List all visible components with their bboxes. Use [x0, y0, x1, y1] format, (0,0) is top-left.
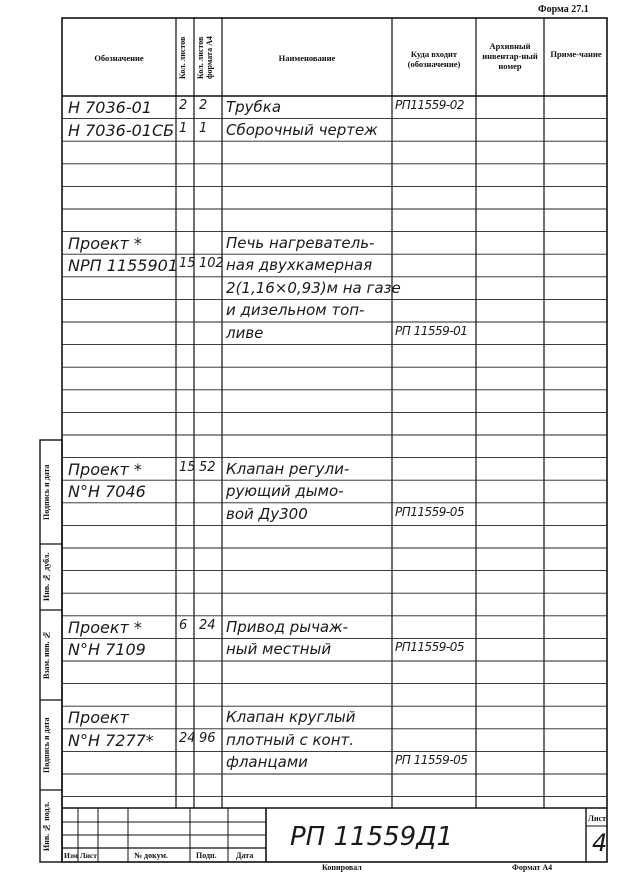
row-name: рующий дымо-	[226, 482, 344, 501]
header-sheets-count: Кол. листов	[178, 36, 187, 80]
header-note: Приме-чание	[550, 49, 602, 59]
row-a4-count: 1	[199, 120, 208, 136]
row-designation: Проект *	[68, 617, 142, 637]
row-where-used: РП11559-05	[395, 504, 465, 519]
row-name: вой Ду300	[226, 504, 308, 523]
row-sheets-count: 6	[179, 617, 188, 633]
header-name: Наименование	[278, 53, 336, 63]
header-a4-count: Кол. листов формата А4	[196, 36, 214, 80]
row-designation: Н 7036-01СБ	[68, 120, 175, 140]
stamp-podp: Подп.	[196, 851, 217, 860]
row-where-used: РП11559-05	[395, 640, 465, 655]
row-designation: Проект *	[68, 233, 142, 253]
row-name: фланцами	[226, 753, 308, 772]
row-name: Сборочный чертеж	[226, 120, 378, 139]
row-name: Клапан круглый	[226, 708, 356, 727]
side-label-inv-dubl: Инв. № дубл.	[42, 552, 51, 602]
row-sheets-count: 15	[179, 256, 196, 272]
row-designation: Проект *	[68, 459, 142, 479]
header-designation: Обозначение	[94, 53, 144, 63]
side-label-vzam-inv: Взам. инв. №	[42, 630, 51, 680]
stamp-izm: Изм	[64, 851, 78, 860]
row-name: ная двухкамерная	[226, 256, 373, 275]
row-designation: Проект	[68, 708, 129, 728]
row-name: плотный с конт.	[226, 730, 355, 749]
footer-format: Формат А4	[512, 863, 553, 872]
footer-copied: Копировал	[322, 863, 362, 872]
row-designation: Н 7036-01	[68, 98, 152, 117]
row-name: 2(1,16×0,93)м на газе	[226, 278, 401, 297]
row-designation: NРП 1155901	[68, 256, 178, 276]
row-a4-count: 96	[199, 730, 216, 746]
side-label-podpis-data: Подпись и дата	[42, 464, 51, 520]
row-a4-count: 24	[199, 617, 216, 633]
row-name: Клапан регули-	[226, 459, 350, 478]
row-where-used: РП11559-02	[395, 98, 465, 112]
stamp-list: Лист	[80, 851, 97, 860]
row-designation: N°Н 7109	[68, 640, 146, 660]
row-name: ный местный	[226, 640, 332, 659]
stamp-sheet-no: 4	[592, 829, 608, 857]
row-sheets-count: 24	[179, 730, 196, 746]
row-name: Трубка	[226, 98, 282, 116]
stamp-doc-no: № докум.	[134, 851, 168, 860]
header-archive: Архивный инвентар-ный номер	[482, 41, 538, 71]
side-label-inv-podl: Инв. № подл.	[42, 801, 51, 851]
row-a4-count: 52	[199, 459, 216, 475]
row-name: и дизельном топ-	[226, 301, 365, 320]
row-name: Привод рычаж-	[226, 617, 349, 636]
row-sheets-count: 1	[179, 120, 188, 136]
row-a4-count: 2	[199, 98, 208, 113]
row-designation: N°Н 7046	[68, 482, 146, 502]
row-a4-count: 102	[199, 256, 224, 272]
row-where-used: РП 11559-01	[395, 324, 468, 338]
row-where-used: РП 11559-05	[395, 753, 468, 768]
row-sheets-count: 2	[179, 98, 188, 113]
row-name: Печь нагреватель-	[226, 233, 375, 252]
stamp-designation: РП 11559Д1	[290, 822, 454, 852]
side-label-podpis-data-2: Подпись и дата	[42, 717, 51, 773]
stamp-date: Дата	[236, 851, 254, 860]
row-name: ливе	[226, 324, 264, 342]
form-label: Форма 27.1	[538, 4, 589, 15]
row-sheets-count: 15	[179, 459, 196, 475]
header-where-used: Куда входит (обозначение)	[407, 49, 461, 69]
stamp-sheet-label: Лист	[588, 814, 607, 823]
row-designation: N°Н 7277*	[68, 730, 154, 750]
